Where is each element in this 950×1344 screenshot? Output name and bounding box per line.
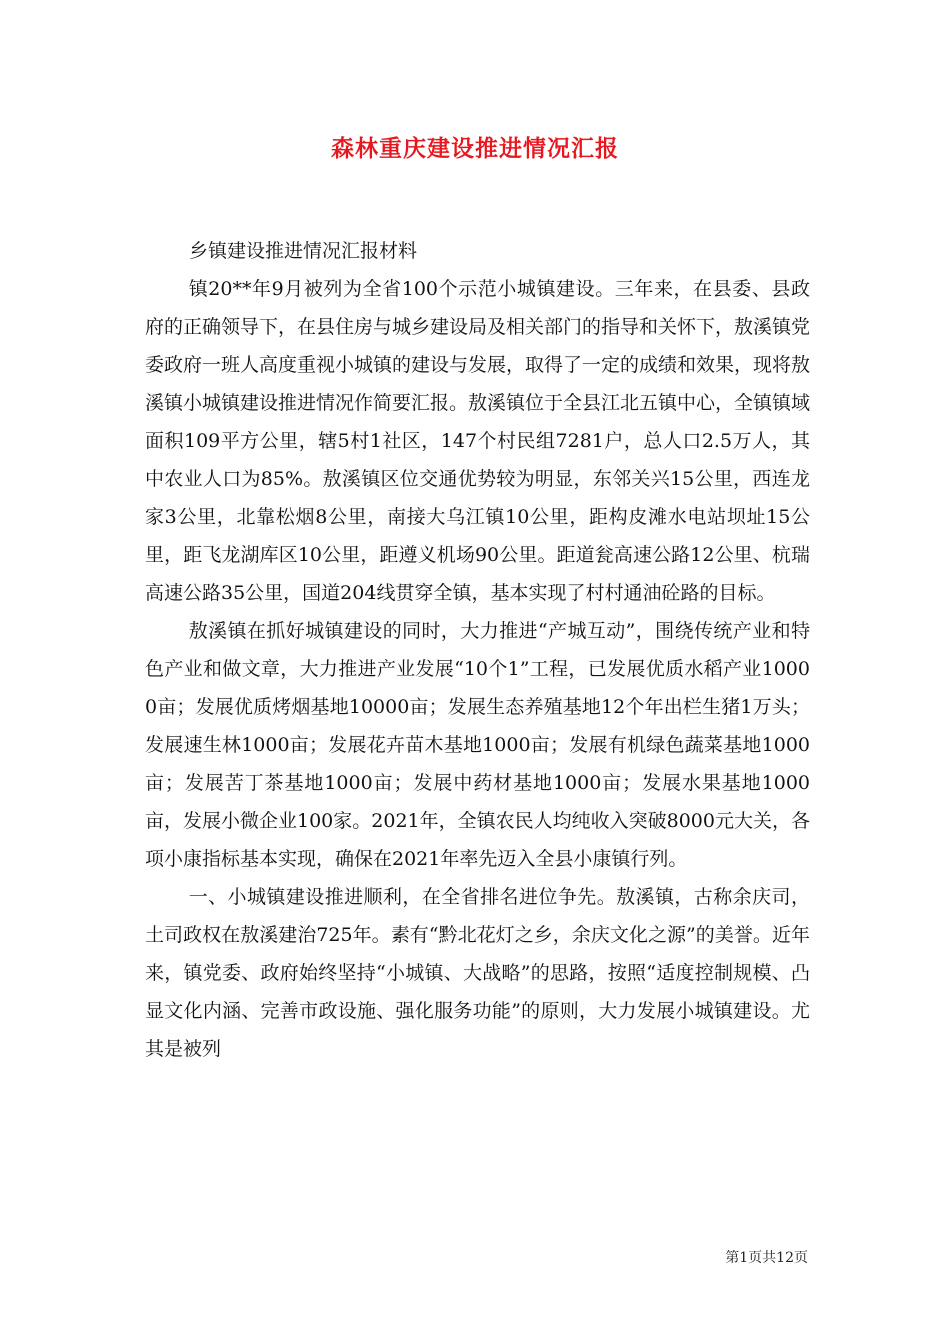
page-number-footer: 第1页共12页 [725,1250,808,1266]
document-body [145,232,810,1068]
paragraph-2: 敖溪镇在抓好城镇建设的同时，大力推进“产城互动”，围绕传统产业和特色产业和做文章，大力推进产业发展“10个1”工程，已发展优质水稻产业10000亩；发展优质烤烟基地10000亩；发展生态养殖基地12个年出栏生猪1万头；发展速生林1000亩；发展花卉苗木基地1000亩；发展有机绿色蔬菜基地1000亩；发展苦丁茶基地1000亩；发展中药材基地1000亩；发展水果基地1000亩，发展小微企业100家。2021年，全镇农民人均纯收入突破8000元大关，各项小康指标基本实现，确保在2021年率先迈入全县小康镇行列。 [145,620,810,870]
document-subtitle: 乡镇建设推进情况汇报材料 [189,240,418,262]
paragraph-3: 一、小城镇建设推进顺利，在全省排名进位争先。敖溪镇，古称余庆司，土司政权在敖溪建治725年。素有“黔北花灯之乡，余庆文化之源”的美誉。近年来，镇党委、政府始终坚持“小城镇、大战略”的思路，按照“适度控制规模、凸显文化内涵、完善市政设施、强化服务功能”的原则，大力发展小城镇建设。尤其是被列 [145,886,810,1060]
document-title: 森林重庆建设推进情况汇报 [331,136,619,162]
paragraph-1: 镇20**年9月被列为全省100个示范小城镇建设。三年来，在县委、县政府的正确领导下，在县住房与城乡建设局及相关部门的指导和关怀下，敖溪镇党委政府一班人高度重视小城镇的建设与发展，取得了一定的成绩和效果，现将敖溪镇小城镇建设推进情况作简要汇报。敖溪镇位于全县江北五镇中心，全镇镇域面积109平方公里，辖5村1社区，147个村民组7281户，总人口2.5万人，其中农业人口为85%。敖溪镇区位交通优势较为明显，东邻关兴15公里，西连龙家3公里，北靠松烟8公里，南接大乌江镇10公里，距构皮滩水电站坝址15公里，距飞龙湖库区10公里，距遵义机场90公里。距道瓮高速公路12公里、杭瑞高速公路35公里，国道204线贯穿全镇，基本实现了村村通油砼路的目标。 [145,278,811,604]
